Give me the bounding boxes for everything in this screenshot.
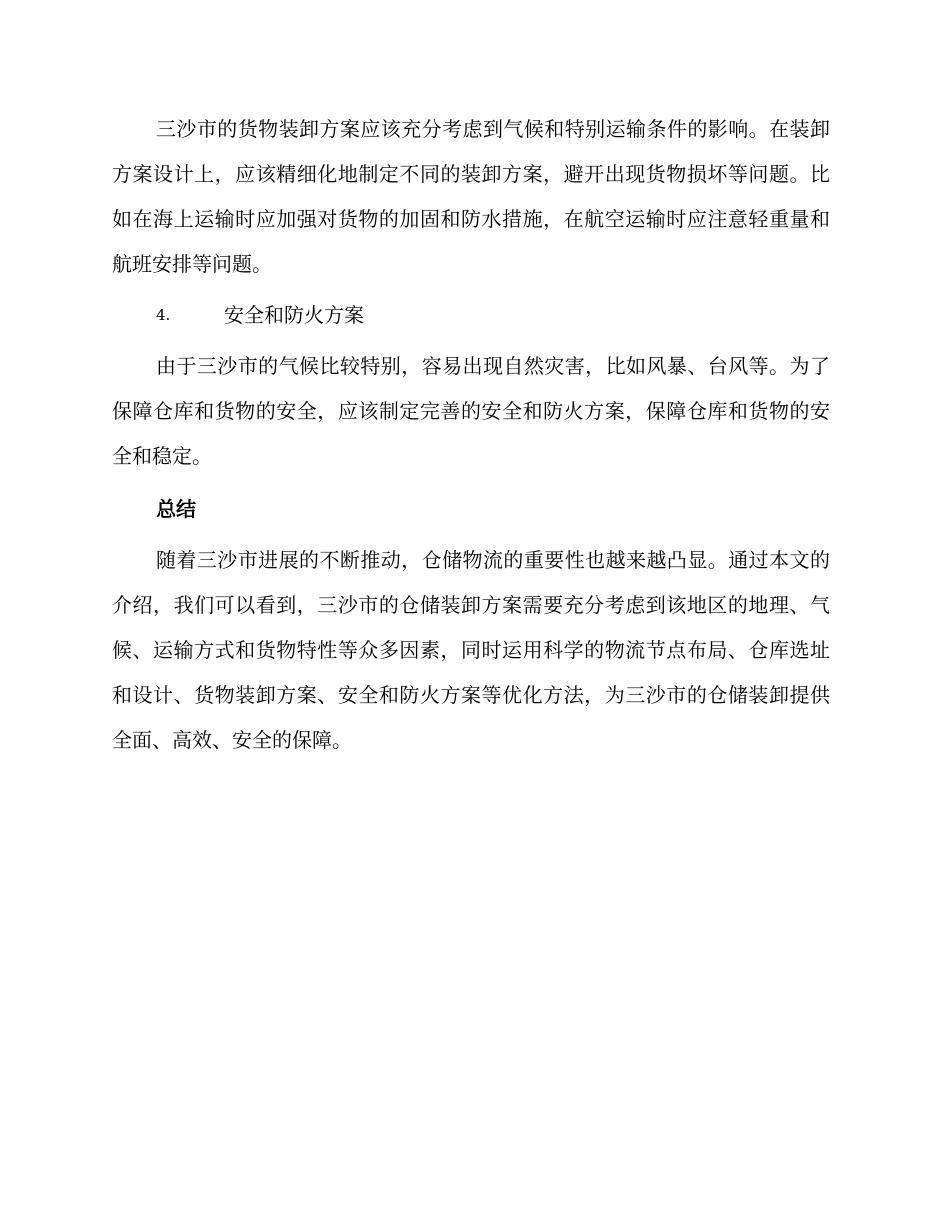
- paragraph-safety-fire: 由于三沙市的气候比较特别，容易出现自然灾害，比如风暴、台风等。为了保障仓库和货物的安全，应该制定完善的安全和防火方案，保障仓库和货物的安全和稳定。: [112, 354, 830, 468]
- list-item-title: 安全和防火方案: [224, 303, 364, 327]
- paragraph-cargo-loading: 三沙市的货物装卸方案应该充分考虑到气候和特别运输条件的影响。在装卸方案设计上，应该精细化地制定不同的装卸方案，避开出现货物损坏等问题。比如在海上运输时应加强对货物的加固和防水措施，在航空运输时应注意轻重量和航班安排等问题。: [112, 117, 830, 276]
- spacer: [112, 479, 830, 487]
- paragraph-summary: 随着三沙市进展的不断推动，仓储物流的重要性也越来越凸显。通过本文的介绍，我们可以看到，三沙市的仓储装卸方案需要充分考虑到该地区的地理、气候、运输方式和货物特性等众多因素，同时运用科学的物流节点布局、仓库选址和设计、货物装卸方案、安全和防火方案等优化方法，为三沙市的仓储装卸提供全面、高效、安全的保障。: [112, 548, 830, 752]
- list-item-number: 4.: [156, 306, 171, 324]
- document-body: [112, 107, 830, 763]
- list-item-heading-4: [112, 293, 830, 338]
- section-heading-summary: 总结: [156, 497, 196, 521]
